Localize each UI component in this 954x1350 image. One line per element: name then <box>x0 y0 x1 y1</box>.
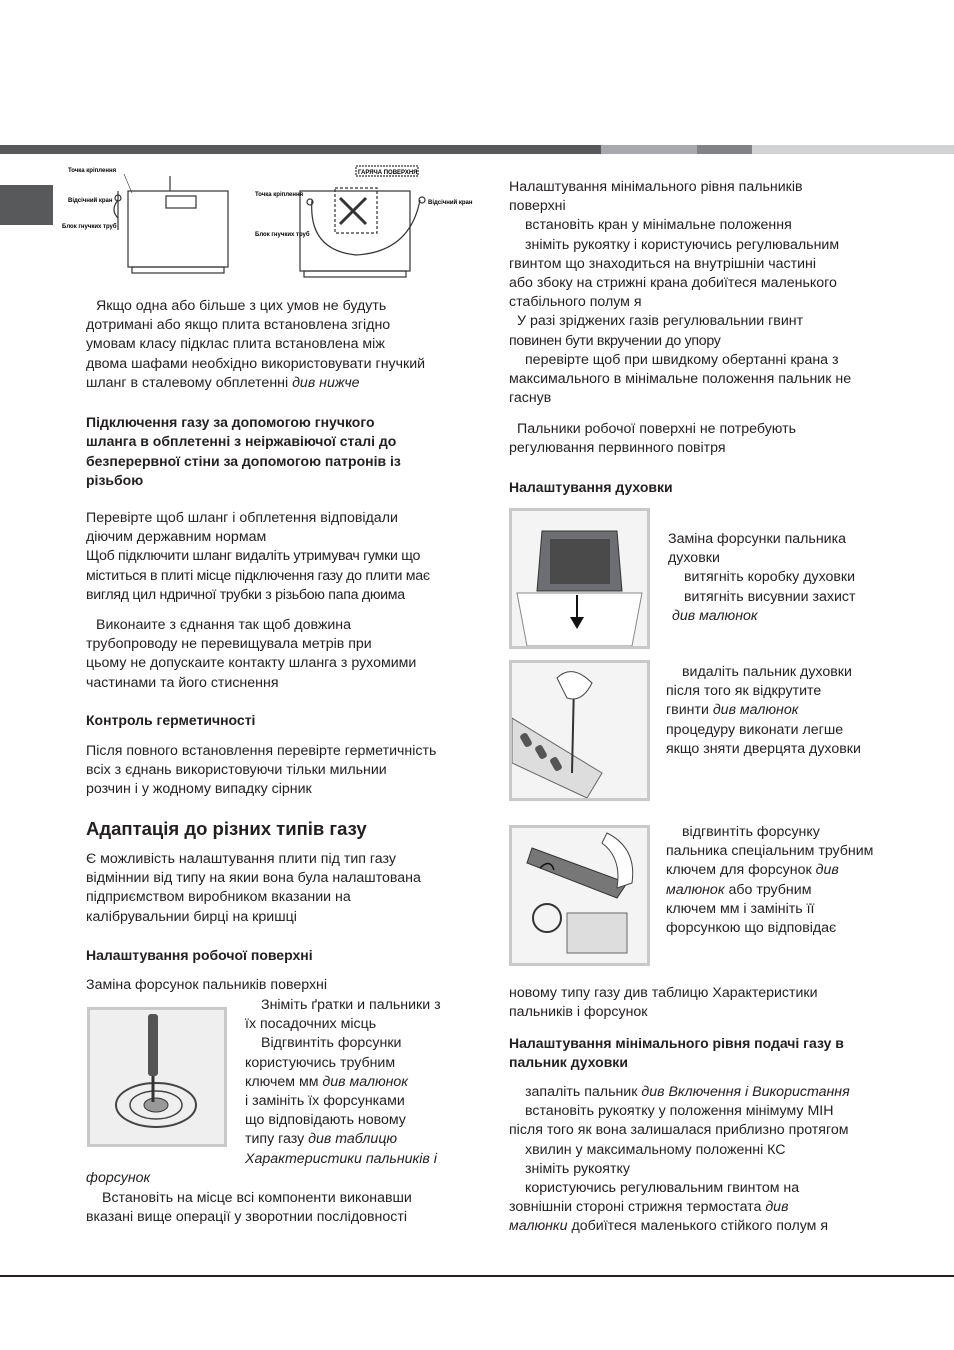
figure-oven-injector <box>509 825 650 966</box>
oven-box-illustration <box>512 511 647 646</box>
label-valve-left: Відсічний кран <box>68 198 113 204</box>
hob-sub: Заміна форсунок пальників поверхні <box>86 977 328 993</box>
label-fixing-left: Точка кріплення <box>68 168 117 174</box>
diagram-right <box>300 166 425 277</box>
header-bar-light <box>752 145 954 154</box>
new-gas-paragraph: новому типу газу див таблицю Характеристики пальників і форсунок <box>509 985 818 1021</box>
footer-rule <box>0 1275 954 1277</box>
figure-oven-burner <box>509 660 650 801</box>
intro-paragraph: Якщо одна або більше з цих умов не будуть дотримані або якщо плита встановлена згідно умовам класу підклас плита встановлена між двома шафами необхідно використовувати гнучкий шланг в сталевому обплетенні див нижче <box>86 298 426 391</box>
check-paragraph: Перевірте щоб шланг і обплетення відповідали діючим державним нормам Щоб підключити шланг видаліть утримувач гумки що міститься в плиті місце підключення газу до плити має вигляд цил ндричної трубки з різьбою папа дюима <box>86 510 430 603</box>
heading-min-oven: Налаштування мінімального рівня подачі газу в пальник духовки <box>509 1035 844 1071</box>
language-tab <box>0 185 53 225</box>
hob-ref-end: форсунок <box>86 1170 151 1186</box>
figure-hob-burner <box>87 1007 227 1147</box>
heading-gas-adaptation: Адаптація до різних типів газу <box>86 818 367 839</box>
leak-paragraph: Після повного встановлення перевірте герметичність всіх з єднань використовуючи тільки мильнии розчин і у жодному випадку сірник <box>86 743 437 798</box>
heading-hob-adjust: Налаштування робочої поверхні <box>86 947 313 963</box>
figure-oven-box <box>509 508 650 649</box>
connect-paragraph: Виконаите з єднання так щоб довжина трубопроводу не перевищувала метрів при цьому не допускаите контакту шланга з рухомими частинами та його стиснення <box>86 617 417 691</box>
label-hose-right: Блок гнучких труб <box>255 232 310 238</box>
adapt-paragraph: Є можливість налаштування плити під тип газу відміннии від типу на якии вона була налаштована підприємством виробником вказании на калібрувальнии бирці на кришці <box>86 851 421 925</box>
burner-illustration <box>90 1010 224 1144</box>
installation-diagram <box>60 160 480 285</box>
oven-step2: видаліть пальник духовки після того як відкрутите гвинти див малюнок процедуру виконати легше якщо зняти дверцята духовки <box>666 664 861 757</box>
label-valve-right: Відсічний кран <box>428 200 473 206</box>
heading-leak-check: Контроль герметичності <box>86 712 256 728</box>
header-bar-mid2 <box>697 145 752 154</box>
oven-step1: Заміна форсунки пальника духовки витягніть коробку духовки витягніть висувнии захист див малюнок <box>668 531 856 624</box>
oven-injector-illustration <box>512 828 647 963</box>
label-surface-right: ГАРЯЧА ПОВЕРХНЯ <box>358 170 418 176</box>
header-bar-mid <box>601 145 697 154</box>
oven-step3: відгвинтіть форсунку пальника спеціальним трубним ключем для форсунок див малюнок або трубним ключем мм і замініть її форсункою що відповідає <box>666 824 874 937</box>
diagram-left <box>114 174 228 273</box>
reference-link: див нижче <box>292 374 360 391</box>
reassemble-paragraph: Встановіть на місце всі компоненти виконавши вказані вище операції у зворотнии послідовності <box>86 1190 412 1226</box>
heading-hose-connection: Підключення газу за допомогою гнучкого шланга в обплетенні з неіржавіючої сталі до безперервної стіни за допомогою патронів із різьбою <box>86 414 401 489</box>
min-level-paragraph: Налаштування мінімального рівня пальників поверхні встановіть кран у мінімальне положення зніміть рукоятку і користуючись регулювальним гвинтом що знаходиться на внутрішніи частині або збоку на стрижні крана добиїтеся маленького стабільного полум я У разі зріджених газів регулювальнии гвинт повинен бути вкручении до упору перевірте щоб при швидкому обертанні крана з максимального в мінімальне положення пальник не гаснув <box>509 179 852 407</box>
label-fixing-right: Точка кріплення <box>255 192 304 198</box>
header-bar-dark <box>0 145 601 154</box>
hob-steps: Зніміть ґратки и пальники з їх посадочних місць Відгвинтіть форсунки користуючись трубним ключем мм див малюнок і замініть їх форсунками що відповідають новому типу газу див таблицю Характеристики пальників і <box>245 997 441 1167</box>
primary-air-paragraph: Пальники робочої поверхні не потребують регулювання первинного повітря <box>509 421 797 457</box>
oven-burner-illustration <box>512 663 647 798</box>
min-oven-steps: запаліть пальник див Включення і Використання встановіть рукоятку у положення мінімуму МІН після того як вона залишалася приблизно протягом хвилин у максимальному положенні КС зніміть рукоятку користуючись регулювальним гвинтом на зовнішніи стороні стрижня термостата див малюнки добиїтеся маленького стійкого полум я <box>509 1084 850 1235</box>
label-hose-left: Блок гнучких труб <box>62 224 117 230</box>
heading-oven-adjust: Налаштування духовки <box>509 479 673 495</box>
